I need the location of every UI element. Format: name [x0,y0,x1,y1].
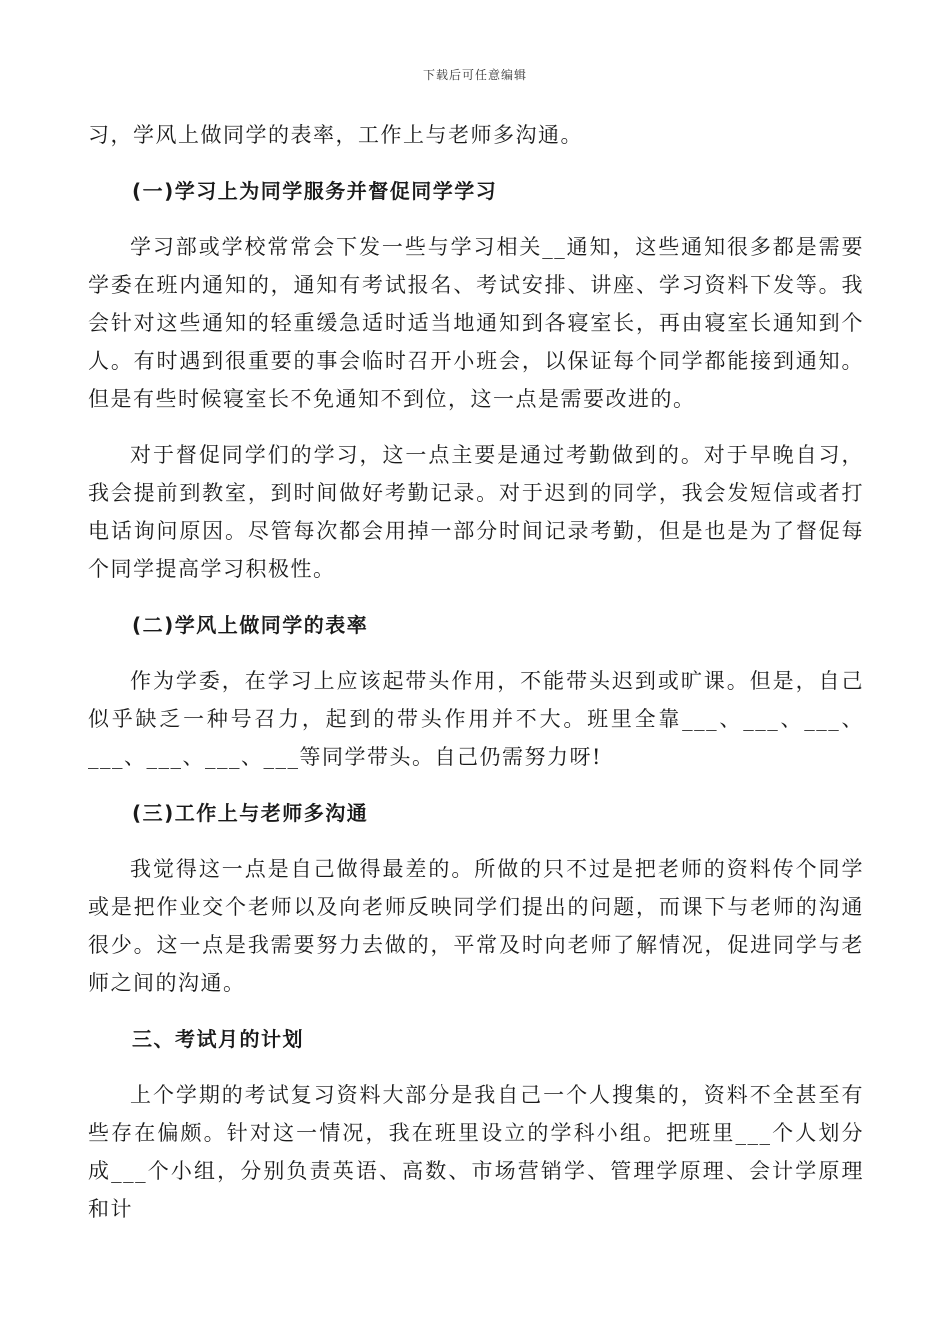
paragraph-teacher-communication: 我觉得这一点是自己做得最差的。所做的只不过是把老师的资料传个同学或是把作业交个老师以及向老师反映同学们提出的问题，而课下与老师的沟通很少。这一点是我需要努力去做的，平常及时向老师了解情况，促进同学与老师之间的沟通。 [88,857,864,995]
document-body [88,116,864,1246]
paragraph-role-model: 作为学委，在学习上应该起带头作用，不能带头迟到或旷课。但是，自己似乎缺乏一种号召力，起到的带头作用并不大。班里全靠___、___、___、___、___、___、___等同学带头。自己仍需努力呀! [88,669,864,769]
paragraph-exam-plan: 上个学期的考试复习资料大部分是我自己一个人搜集的，资料不全甚至有些存在偏颇。针对这一情况，我在班里设立的学科小组。把班里___个人划分成___个小组，分别负责英语、高数、市场营销学、管理学原理、会计学原理和计 [88,1083,864,1221]
paragraph-attendance: 对于督促同学们的学习，这一点主要是通过考勤做到的。对于早晚自习，我会提前到教室，到时间做好考勤记录。对于迟到的同学，我会发短信或者打电话询问原因。尽管每次都会用掉一部分时间记录考勤，但是也是为了督促每个同学提高学习积极性。 [88,443,864,581]
section-heading-exam-plan: 三、考试月的计划 [132,1027,304,1051]
paragraph-continuation: 习，学风上做同学的表率，工作上与老师多沟通。 [88,123,583,147]
paragraph-notices: 学习部或学校常常会下发一些与学习相关__通知，这些通知很多都是需要学委在班内通知的，通知有考试报名、考试安排、讲座、学习资料下发等。我会针对这些通知的轻重缓急适时适当地通知到各寝室长，再由寝室长通知到个人。有时遇到很重要的事会临时召开小班会，以保证每个同学都能接到通知。但是有些时候寝室长不免通知不到位，这一点是需要改进的。 [88,235,864,411]
page-header: 下载后可任意编辑 [422,68,527,82]
section-heading-1: (一)学习上为同学服务并督促同学学习 [132,179,498,203]
section-heading-2: (二)学风上做同学的表率 [132,613,369,637]
section-heading-3: (三)工作上与老师多沟通 [132,801,369,825]
